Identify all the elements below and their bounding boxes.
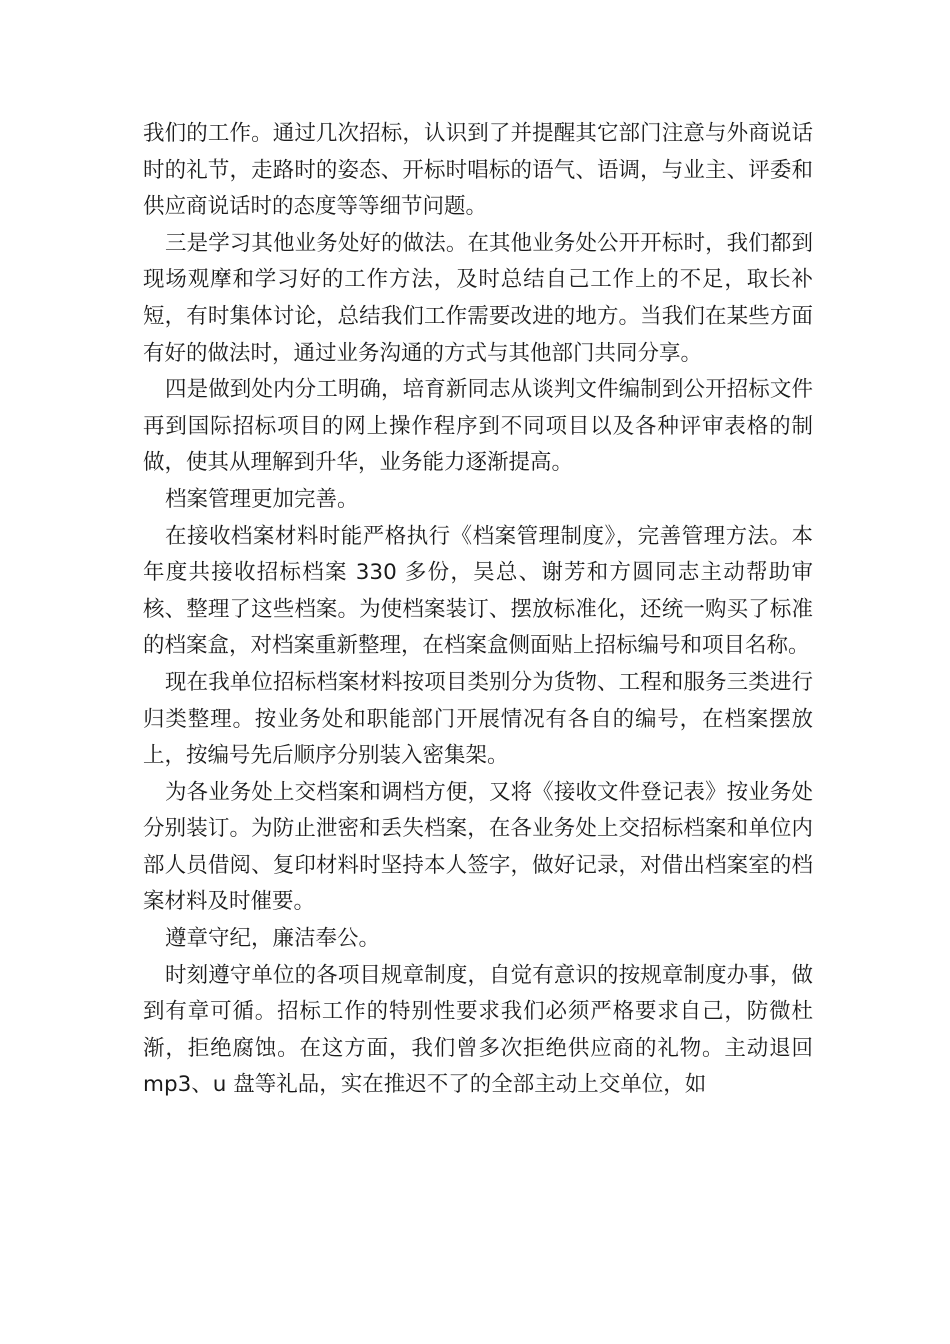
- paragraph-archive-receiving: 在接收档案材料时能严格执行《档案管理制度》，完善管理方法。本年度共接收招标档案 330 多份，吴总、谢芳和方圆同志主动帮助审核、整理了这些档案。为使档案装订、摆放标准化，还统一购买了标准的档案盒，对档案重新整理，在档案盒侧面贴上招标编号和项目名称。: [143, 523, 813, 659]
- section-heading-archive-management: 档案管理更加完善。: [165, 486, 359, 512]
- paragraph-discipline: 时刻遵守单位的各项目规章制度，自觉有意识的按规章制度办事，做到有章可循。招标工作的特别性要求我们必须严格要求自己，防微杜渐，拒绝腐蚀。在这方面，我们曾多次拒绝供应商的礼物。主动退回 mp3、u 盘等礼品，实在推迟不了的全部主动上交单位，如: [143, 962, 813, 1098]
- paragraph-point-four: 四是做到处内分工明确，培育新同志从谈判文件编制到公开招标文件再到国际招标项目的网上操作程序到不同项目以及各种评审表格的制做，使其从理解到升华，业务能力逐渐提高。: [143, 377, 813, 476]
- paragraph-archive-binding: 为各业务处上交档案和调档方便，又将《接收文件登记表》按业务处分别装订。为防止泄密和丢失档案，在各业务处上交招标档案和单位内部人员借阅、复印材料时坚持本人签字，做好记录，对借出档案室的档案材料及时催要。: [143, 779, 813, 915]
- paragraph-point-three: 三是学习其他业务处好的做法。在其他业务处公开开标时，我们都到现场观摩和学习好的工作方法，及时总结自己工作上的不足，取长补短，有时集体讨论，总结我们工作需要改进的地方。当我们在某些方面有好的做法时，通过业务沟通的方式与其他部门共同分享。: [143, 230, 813, 366]
- section-heading-discipline: 遵章守纪，廉洁奉公。: [165, 926, 381, 952]
- document-body: [143, 116, 813, 1104]
- paragraph-continuation: 我们的工作。通过几次招标，认识到了并提醒其它部门注意与外商说话时的礼节，走路时的姿态、开标时唱标的语气、语调，与业主、评委和供应商说话时的态度等等细节问题。: [143, 121, 813, 220]
- paragraph-archive-classification: 现在我单位招标档案材料按项目类别分为货物、工程和服务三类进行归类整理。按业务处和职能部门开展情况有各自的编号，在档案摆放上，按编号先后顺序分别装入密集架。: [143, 669, 813, 769]
